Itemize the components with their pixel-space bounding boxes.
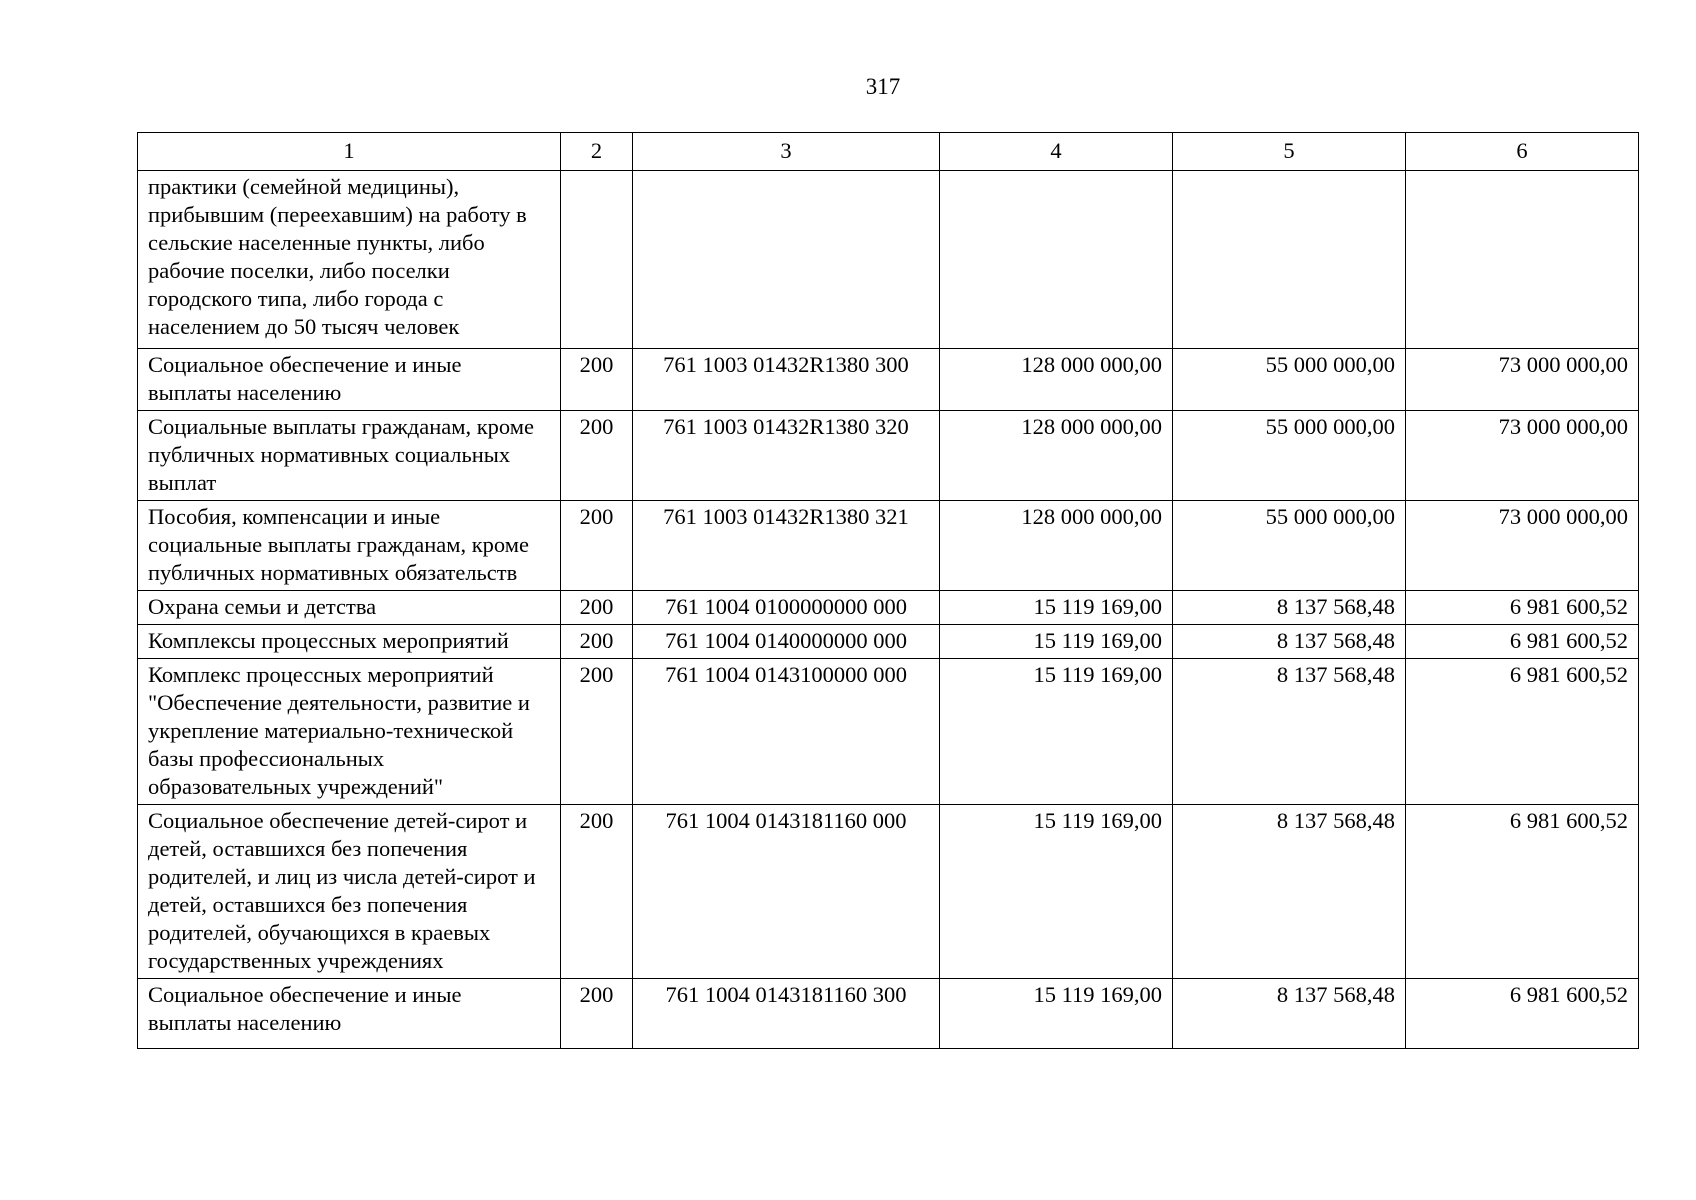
row-description: Социальное обеспечение и иные выплаты населению	[138, 349, 561, 411]
row-code	[561, 171, 633, 349]
row-code: 200	[561, 501, 633, 591]
row-description: практики (семейной медицины), прибывшим (переехавшим) на работу в сельские населенные пункты, либо рабочие поселки, либо поселки городского типа, либо города с населением до 50 тысяч человек	[138, 171, 561, 349]
table-row	[138, 349, 1639, 411]
header-row	[138, 133, 1639, 171]
row-description: Комплексы процессных мероприятий	[138, 625, 561, 659]
row-code: 200	[561, 591, 633, 625]
table-row	[138, 591, 1639, 625]
table-row	[138, 171, 1639, 349]
table-row	[138, 501, 1639, 591]
row-code: 200	[561, 979, 633, 1049]
row-amount-col5: 8 137 568,48	[1173, 979, 1406, 1049]
row-amount-col6: 6 981 600,52	[1406, 805, 1639, 979]
row-classifier	[633, 171, 940, 349]
table-row	[138, 625, 1639, 659]
row-amount-total	[940, 171, 1173, 349]
row-amount-col6: 73 000 000,00	[1406, 349, 1639, 411]
row-code: 200	[561, 805, 633, 979]
row-classifier: 761 1004 0100000000 000	[633, 591, 940, 625]
row-amount-col5: 8 137 568,48	[1173, 659, 1406, 805]
header-col-2: 2	[561, 133, 633, 171]
row-amount-col5: 55 000 000,00	[1173, 349, 1406, 411]
row-amount-col6: 73 000 000,00	[1406, 411, 1639, 501]
header-col-6: 6	[1406, 133, 1639, 171]
row-amount-col5	[1173, 171, 1406, 349]
row-description: Социальное обеспечение детей-сирот и детей, оставшихся без попечения родителей, и лиц из числа детей-сирот и детей, оставшихся без попечения родителей, обучающихся в краевых государственных учреждениях	[138, 805, 561, 979]
row-classifier: 761 1003 01432R1380 300	[633, 349, 940, 411]
table-row	[138, 805, 1639, 979]
row-description: Комплекс процессных мероприятий "Обеспечение деятельности, развитие и укрепление материально-технической базы профессиональных образовательных учреждений"	[138, 659, 561, 805]
row-amount-total: 15 119 169,00	[940, 805, 1173, 979]
row-classifier: 761 1003 01432R1380 321	[633, 501, 940, 591]
row-code: 200	[561, 349, 633, 411]
row-classifier: 761 1004 0140000000 000	[633, 625, 940, 659]
table-row	[138, 659, 1639, 805]
budget-table	[137, 132, 1639, 1049]
table-row	[138, 411, 1639, 501]
page-number: 317	[865, 74, 901, 99]
row-amount-total: 128 000 000,00	[940, 501, 1173, 591]
header-col-5: 5	[1173, 133, 1406, 171]
row-amount-col5: 55 000 000,00	[1173, 411, 1406, 501]
row-amount-col5: 55 000 000,00	[1173, 501, 1406, 591]
row-amount-col6: 6 981 600,52	[1406, 659, 1639, 805]
row-amount-col5: 8 137 568,48	[1173, 805, 1406, 979]
row-amount-col6: 6 981 600,52	[1406, 979, 1639, 1049]
row-description: Охрана семьи и детства	[138, 591, 561, 625]
row-classifier: 761 1004 0143181160 000	[633, 805, 940, 979]
header-col-3: 3	[633, 133, 940, 171]
row-code: 200	[561, 625, 633, 659]
row-amount-total: 15 119 169,00	[940, 591, 1173, 625]
row-amount-col6: 73 000 000,00	[1406, 501, 1639, 591]
row-amount-col5: 8 137 568,48	[1173, 625, 1406, 659]
row-code: 200	[561, 659, 633, 805]
row-code: 200	[561, 411, 633, 501]
row-classifier: 761 1004 0143181160 300	[633, 979, 940, 1049]
row-description: Пособия, компенсации и иные социальные выплаты гражданам, кроме публичных нормативных обязательств	[138, 501, 561, 591]
row-amount-col6: 6 981 600,52	[1406, 591, 1639, 625]
row-amount-col6: 6 981 600,52	[1406, 625, 1639, 659]
row-amount-total: 15 119 169,00	[940, 625, 1173, 659]
row-description: Социальное обеспечение и иные выплаты населению	[138, 979, 561, 1049]
row-amount-total: 128 000 000,00	[940, 411, 1173, 501]
row-amount-total: 128 000 000,00	[940, 349, 1173, 411]
row-amount-col6	[1406, 171, 1639, 349]
row-amount-col5: 8 137 568,48	[1173, 591, 1406, 625]
row-amount-total: 15 119 169,00	[940, 979, 1173, 1049]
table-row	[138, 979, 1639, 1049]
row-description: Социальные выплаты гражданам, кроме публичных нормативных социальных выплат	[138, 411, 561, 501]
row-amount-total: 15 119 169,00	[940, 659, 1173, 805]
header-col-1: 1	[138, 133, 561, 171]
row-classifier: 761 1004 0143100000 000	[633, 659, 940, 805]
row-classifier: 761 1003 01432R1380 320	[633, 411, 940, 501]
header-col-4: 4	[940, 133, 1173, 171]
